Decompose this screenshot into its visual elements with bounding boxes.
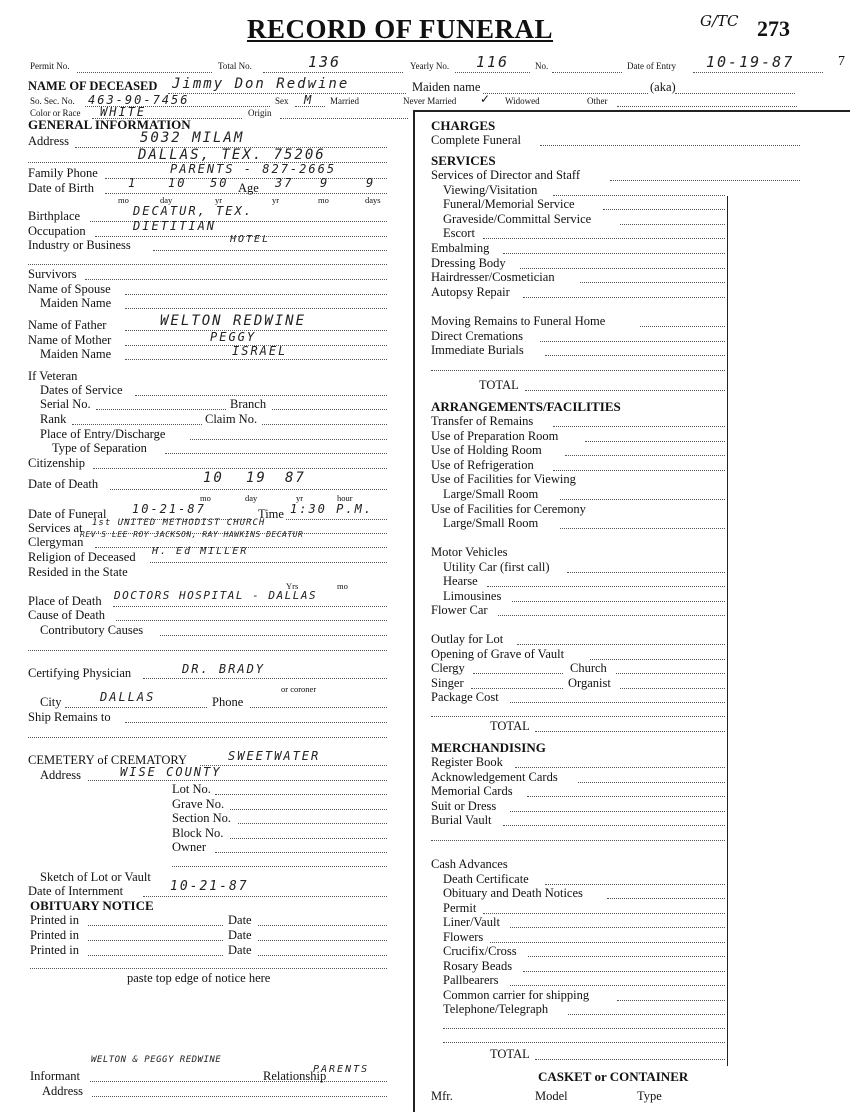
ssn-label: So. Sec. No. (30, 96, 75, 106)
age-sub-mo: mo (318, 195, 329, 205)
resided-mo-label: mo (337, 581, 348, 591)
complete-funeral-field[interactable] (540, 145, 800, 146)
cash-item-field[interactable] (545, 884, 725, 885)
resided-yrs-label: Yrs (286, 581, 299, 591)
printed-date-field-3[interactable] (258, 955, 387, 956)
cemetery-label: CEMETERY of CREMATORY (28, 753, 188, 767)
merch-item: Acknowledgement Cards (431, 770, 558, 784)
cash-item-field[interactable] (528, 956, 725, 957)
cash-item: Death Certificate (443, 872, 529, 886)
moving-item-field[interactable] (640, 326, 725, 327)
obituary-extra-line[interactable] (30, 968, 387, 969)
other-field[interactable] (617, 106, 797, 107)
claim-label: Claim No. (205, 412, 258, 426)
church-label: Church (570, 661, 607, 675)
citizenship-field[interactable] (93, 468, 387, 469)
dob-label: Date of Birth (28, 181, 94, 195)
arrangement-item: Large/Small Room (443, 487, 539, 501)
cash-item-field[interactable] (510, 927, 725, 928)
cash-item: Permit (443, 901, 477, 915)
cash-item-field[interactable] (510, 985, 725, 986)
occupation-label: Occupation (28, 224, 86, 238)
entry-date-label: Date of Entry (627, 61, 676, 71)
arrangement-item-field[interactable] (553, 470, 725, 471)
casket-heading: CASKET or CONTAINER (538, 1069, 689, 1084)
merch-item-field[interactable] (510, 811, 725, 812)
death-date-label: Date of Death (28, 477, 99, 491)
complete-funeral-label: Complete Funeral (431, 133, 521, 147)
never-married-label: Never Married (403, 96, 457, 106)
survivors-label: Survivors (28, 267, 77, 281)
motor-vehicles-label: Motor Vehicles (431, 545, 508, 559)
address-line1-value: 5032 MILAM (140, 130, 245, 146)
owner-field-line2[interactable] (172, 866, 387, 867)
moving-item-field[interactable] (545, 355, 725, 356)
physician-field[interactable] (143, 678, 387, 679)
other-label: Other (587, 96, 608, 106)
cash-item: Common carrier for shipping (443, 988, 590, 1002)
service-item: Dressing Body (431, 256, 506, 270)
section-field[interactable] (238, 823, 387, 824)
printed-in-label-2: Printed in (30, 928, 79, 942)
color-race-value: WHITE (100, 105, 147, 119)
dob-sub-mo: mo (118, 195, 129, 205)
section-label: Section No. (172, 811, 232, 825)
serial-field[interactable] (96, 409, 226, 410)
age-mo-value: 9 (320, 176, 330, 190)
survivors-field[interactable] (85, 279, 387, 280)
deceased-name-label: NAME OF DECEASED (28, 79, 158, 93)
coroner-label: or coroner (281, 684, 317, 694)
death-sub-yr: yr (296, 493, 304, 503)
relationship-label: Relationship (263, 1069, 327, 1083)
separation-label: Type of Separation (52, 441, 147, 455)
motor-item: Utility Car (first call) (443, 560, 550, 574)
relationship-value: PARENTS (313, 1064, 370, 1075)
general-info-heading: GENERAL INFORMATION (28, 117, 191, 132)
moving-extra-field[interactable] (431, 370, 725, 371)
cause-label: Cause of Death (28, 608, 106, 622)
service-item: Autopsy Repair (431, 285, 510, 299)
outlay-item-field[interactable] (517, 644, 725, 645)
singer-field[interactable] (471, 688, 563, 689)
service-item: Escort (443, 226, 475, 240)
grave-field[interactable] (230, 809, 387, 810)
time-value: 1:30 P.M. (290, 502, 374, 516)
block-field[interactable] (230, 838, 387, 839)
services-heading: SERVICES (431, 153, 496, 168)
church-field[interactable] (616, 673, 725, 674)
address-label: Address (28, 134, 69, 148)
industry-field[interactable] (153, 250, 387, 251)
outlay-item: Opening of Grave of Vault (431, 647, 565, 661)
services-total-field[interactable] (525, 390, 725, 391)
merchandising-heading: MERCHANDISING (431, 740, 546, 755)
dates-service-label: Dates of Service (40, 383, 123, 397)
informant-value: WELTON & PEGGY REDWINE (91, 1055, 222, 1065)
widowed-label: Widowed (505, 96, 540, 106)
cemetery-value: SWEETWATER (228, 749, 321, 763)
service-item-field[interactable] (553, 195, 725, 196)
funeral-date-label: Date of Funeral (28, 507, 107, 521)
side-mark: 7 (838, 54, 845, 69)
motor-item-field[interactable] (512, 601, 725, 602)
printed-in-label-3: Printed in (30, 943, 79, 957)
spouse-field[interactable] (125, 294, 387, 295)
package-cost-label: Package Cost (431, 690, 499, 704)
arrangement-item: Transfer of Remains (431, 414, 534, 428)
clergy-field[interactable] (473, 673, 563, 674)
cash-item: Rosary Beads (443, 959, 513, 973)
place-death-label: Place of Death (28, 594, 102, 608)
death-sub-day: day (245, 493, 258, 503)
widowed-check-mark: ✓ (480, 92, 491, 106)
yearly-no-value: 116 (476, 53, 510, 71)
cash-item-field[interactable] (490, 942, 725, 943)
no-label: No. (535, 61, 549, 71)
dob-sub-yr: yr (215, 195, 223, 205)
entry-discharge-field[interactable] (190, 439, 387, 440)
contributory-label: Contributory Causes (40, 623, 144, 637)
father-value: WELTON REDWINE (160, 313, 307, 329)
death-sub-hour: hour (337, 493, 353, 503)
outlay-item: Outlay for Lot (431, 632, 504, 646)
origin-label: Origin (248, 108, 272, 118)
sex-label: Sex (275, 96, 289, 106)
owner-field[interactable] (215, 852, 387, 853)
religion-field[interactable] (150, 562, 387, 563)
clergyman-value: REV'S LEE ROY JACKSON, RAY HAWKINS DECATUR (80, 530, 304, 539)
merch-item: Burial Vault (431, 813, 492, 827)
arrangement-item: Use of Preparation Room (431, 429, 559, 443)
informant-address-label: Address (42, 1084, 83, 1098)
entry-date-value: 10-19-87 (706, 53, 795, 71)
owner-label: Owner (172, 840, 207, 854)
moving-item: Direct Cremations (431, 329, 523, 343)
physician-label: Certifying Physician (28, 666, 132, 680)
deceased-name-value: Jimmy Don Redwine (172, 76, 350, 92)
occupation-value: DIETITIAN (133, 219, 217, 233)
cash-item-field[interactable] (483, 913, 725, 914)
religion-value: H. Ed MILLER (152, 546, 249, 557)
package-cost-field[interactable] (510, 702, 725, 703)
origin-field[interactable] (280, 118, 408, 119)
ship-remains-field-line2[interactable] (28, 737, 387, 738)
ship-remains-label: Ship Remains to (28, 710, 111, 724)
aka-field[interactable] (675, 93, 795, 94)
clergyman-label: Clergyman (28, 535, 84, 549)
merch-item: Suit or Dress (431, 799, 497, 813)
printed-in-field-3[interactable] (88, 955, 223, 956)
cash-total-field[interactable] (535, 1059, 725, 1060)
services-total-label: TOTAL (479, 378, 519, 392)
spouse-maiden-field[interactable] (125, 308, 387, 309)
printed-date-label-1: Date (228, 913, 252, 927)
branch-label: Branch (230, 397, 267, 411)
printed-in-field-2[interactable] (88, 940, 223, 941)
package-extra-field[interactable] (431, 716, 725, 717)
printed-date-field-2[interactable] (258, 940, 387, 941)
arrangement-item: Use of Refrigeration (431, 458, 534, 472)
organist-field[interactable] (620, 688, 725, 689)
cash-item: Flowers (443, 930, 484, 944)
lot-field[interactable] (215, 794, 387, 795)
veteran-label: If Veteran (28, 369, 78, 383)
mother-maiden-field[interactable] (125, 359, 387, 360)
industry-field-line2[interactable] (28, 264, 387, 265)
obituary-heading: OBITUARY NOTICE (30, 898, 154, 913)
maiden-name-field[interactable] (483, 93, 648, 94)
cash-item: Obituary and Death Notices (443, 886, 583, 900)
family-phone-label: Family Phone (28, 166, 98, 180)
maiden-name-label: Maiden name (412, 80, 481, 94)
interment-label: Date of Internment (28, 884, 124, 898)
service-item-field[interactable] (610, 180, 800, 181)
charges-heading: CHARGES (431, 118, 496, 133)
contributory-field[interactable] (160, 635, 387, 636)
ship-remains-field[interactable] (125, 722, 387, 723)
no-field[interactable] (552, 72, 622, 73)
informant-field[interactable] (90, 1081, 387, 1082)
city-label: City (40, 695, 62, 709)
death-date-field[interactable] (110, 489, 387, 490)
flower-car-field[interactable] (498, 615, 725, 616)
death-mo-value: 10 (203, 470, 224, 486)
industry-label: Industry or Business (28, 238, 131, 252)
amount-column-rule (727, 196, 728, 1066)
service-item-field[interactable] (523, 297, 725, 298)
motor-item-field[interactable] (567, 572, 725, 573)
entry-discharge-label: Place of Entry/Discharge (40, 427, 166, 441)
merch-item-field[interactable] (503, 825, 725, 826)
cash-item-field[interactable] (617, 1000, 725, 1001)
printed-in-label-1: Printed in (30, 913, 79, 927)
birthplace-value: DECATUR, TEX. (133, 204, 253, 218)
type-label: Type (637, 1089, 662, 1103)
permit-field[interactable] (77, 72, 212, 73)
service-item: Funeral/Memorial Service (443, 197, 575, 211)
mfr-label: Mfr. (431, 1089, 453, 1103)
arrangement-item-field[interactable] (553, 426, 725, 427)
age-sub-days: days (365, 195, 381, 205)
place-death-field[interactable] (113, 606, 387, 607)
sex-value: M (304, 93, 314, 107)
printed-date-field-1[interactable] (258, 925, 387, 926)
singer-label: Singer (431, 676, 464, 690)
arrangement-item: Use of Facilities for Viewing (431, 472, 576, 486)
permit-label: Permit No. (30, 61, 70, 71)
age-days-value: 9 (366, 176, 376, 190)
cash-extra-field[interactable] (443, 1042, 725, 1043)
mother-maiden-label: Maiden Name (40, 347, 112, 361)
merch-extra-field[interactable] (431, 840, 725, 841)
arrangement-item-field[interactable] (585, 441, 725, 442)
informant-address-field[interactable] (92, 1096, 387, 1097)
service-item: Embalming (431, 241, 490, 255)
merch-item: Memorial Cards (431, 784, 513, 798)
industry-value: HOTEL (230, 234, 271, 245)
cash-advances-label: Cash Advances (431, 857, 508, 871)
cemetery-field[interactable] (200, 765, 387, 766)
age-label: Age (238, 181, 259, 195)
yearly-no-label: Yearly No. (410, 61, 450, 71)
mother-value: PEGGY (210, 330, 257, 344)
arrangement-item: Large/Small Room (443, 516, 539, 530)
service-item: Services of Director and Staff (431, 168, 581, 182)
dates-service-field[interactable] (135, 395, 387, 396)
motor-item-field[interactable] (487, 586, 725, 587)
flower-car-label: Flower Car (431, 603, 488, 617)
merch-item: Register Book (431, 755, 503, 769)
age-sub-yr: yr (272, 195, 280, 205)
merch-item-field[interactable] (527, 796, 725, 797)
color-race-label: Color or Race (30, 108, 81, 118)
citizenship-label: Citizenship (28, 456, 85, 470)
cash-extra-field[interactable] (443, 1028, 725, 1029)
service-item: Hairdresser/Cosmetician (431, 270, 555, 284)
interment-value: 10-21-87 (170, 879, 249, 894)
branch-field[interactable] (272, 409, 387, 410)
cash-total-label: TOTAL (490, 1047, 530, 1061)
dob-yr-value: 50 (210, 176, 229, 190)
service-item-field[interactable] (603, 209, 725, 210)
address-line2-value: DALLAS, TEX. 75206 (138, 147, 326, 163)
service-item-field[interactable] (503, 253, 725, 254)
religion-label: Religion of Deceased (28, 550, 136, 564)
merch-item-field[interactable] (578, 782, 725, 783)
spouse-label: Name of Spouse (28, 282, 111, 296)
motor-item: Hearse (443, 574, 478, 588)
initials-mark: G/TC (700, 12, 739, 30)
rank-field[interactable] (72, 424, 202, 425)
cash-item-field[interactable] (523, 971, 725, 972)
organist-label: Organist (568, 676, 611, 690)
time-label: Time (258, 507, 284, 521)
grave-label: Grave No. (172, 797, 225, 811)
family-phone-value: PARENTS - 827-2665 (170, 162, 337, 176)
total-no-label: Total No. (218, 61, 252, 71)
father-label: Name of Father (28, 318, 107, 332)
form-title: RECORD OF FUNERAL (247, 14, 554, 44)
lot-label: Lot No. (172, 782, 211, 796)
deceased-name-field[interactable] (168, 93, 406, 94)
service-item-field[interactable] (520, 268, 725, 269)
moving-item: Moving Remains to Funeral Home (431, 314, 606, 328)
separation-field[interactable] (165, 453, 387, 454)
cash-item: Pallbearers (443, 973, 499, 987)
record-number: 273 (757, 16, 790, 41)
dob-mo-value: 1 (128, 176, 138, 190)
printed-date-label-3: Date (228, 943, 252, 957)
sketch-label: Sketch of Lot or Vault (40, 870, 151, 884)
cash-item: Liner/Vault (443, 915, 500, 929)
dob-day-value: 10 (168, 176, 187, 190)
interment-field[interactable] (143, 896, 387, 897)
ssn-value: 463-90-7456 (88, 93, 190, 107)
arrangement-item-field[interactable] (560, 528, 725, 529)
death-yr-value: 87 (285, 470, 306, 486)
aka-label: (aka) (650, 80, 676, 94)
printed-in-field-1[interactable] (88, 925, 223, 926)
resided-label: Resided in the State (28, 565, 128, 579)
printed-date-label-2: Date (228, 928, 252, 942)
rank-label: Rank (40, 412, 67, 426)
cause-field[interactable] (116, 620, 387, 621)
clergy-label: Clergy (431, 661, 465, 675)
cemetery-address-label: Address (40, 768, 81, 782)
motor-item: Limousines (443, 589, 502, 603)
cemetery-address-field[interactable] (88, 780, 387, 781)
cemetery-address-value: WISE COUNTY (120, 765, 222, 779)
yearly-no-field[interactable] (455, 72, 530, 73)
moving-item: Immediate Burials (431, 343, 524, 357)
service-item: Graveside/Committal Service (443, 212, 592, 226)
arrangement-item: Use of Facilities for Ceremony (431, 502, 586, 516)
time-field[interactable] (286, 519, 387, 520)
funeral-date-value: 10-21-87 (132, 502, 206, 516)
married-label: Married (330, 96, 359, 106)
mother-maiden-value: ISRAEL (232, 344, 288, 358)
cash-item-field[interactable] (607, 898, 725, 899)
model-label: Model (535, 1089, 568, 1103)
paste-notice-label: paste top edge of notice here (127, 971, 271, 985)
contributory-field-line2[interactable] (28, 650, 387, 651)
services-at-label: Services at (28, 521, 83, 535)
informant-label: Informant (30, 1069, 80, 1083)
total-no-value: 136 (308, 53, 342, 71)
serial-label: Serial No. (40, 397, 91, 411)
age-yr-value: 37 (275, 176, 294, 190)
city-value: DALLAS (100, 690, 156, 704)
arrangement-item-field[interactable] (565, 455, 725, 456)
cash-item-field[interactable] (568, 1014, 725, 1015)
arrangements-heading: ARRANGEMENTS/FACILITIES (431, 399, 621, 414)
death-sub-mo: mo (200, 493, 211, 503)
arrangement-item-field[interactable] (560, 499, 725, 500)
merch-item-field[interactable] (515, 767, 725, 768)
outlay-item-field[interactable] (590, 659, 725, 660)
phone-field[interactable] (250, 707, 387, 708)
service-item-field[interactable] (483, 238, 725, 239)
spouse-maiden-label: Maiden Name (40, 296, 112, 310)
place-death-value: DOCTORS HOSPITAL - DALLAS (114, 589, 318, 602)
cash-item: Crucifix/Cross (443, 944, 517, 958)
dob-sub-day: day (160, 195, 173, 205)
arrangements-total-field[interactable] (535, 731, 725, 732)
moving-item-field[interactable] (540, 341, 725, 342)
service-item-field[interactable] (620, 224, 725, 225)
birthplace-label: Birthplace (28, 209, 81, 223)
arrangement-item: Use of Holding Room (431, 443, 542, 457)
entry-date-field[interactable] (693, 72, 823, 73)
block-label: Block No. (172, 826, 224, 840)
cash-item: Telephone/Telegraph (443, 1002, 549, 1016)
physician-value: DR. BRADY (182, 662, 266, 676)
arrangements-total-label: TOTAL (490, 719, 530, 733)
service-item: Viewing/Visitation (443, 183, 538, 197)
service-item-field[interactable] (580, 282, 725, 283)
city-field[interactable] (65, 707, 207, 708)
death-day-value: 19 (246, 470, 267, 486)
family-phone-field[interactable] (105, 178, 387, 179)
services-at-value: 1st UNITED METHODIST CHURCH (92, 518, 266, 528)
phone-label: Phone (212, 695, 244, 709)
mother-label: Name of Mother (28, 333, 112, 347)
claim-field[interactable] (262, 424, 387, 425)
total-no-field[interactable] (263, 72, 403, 73)
